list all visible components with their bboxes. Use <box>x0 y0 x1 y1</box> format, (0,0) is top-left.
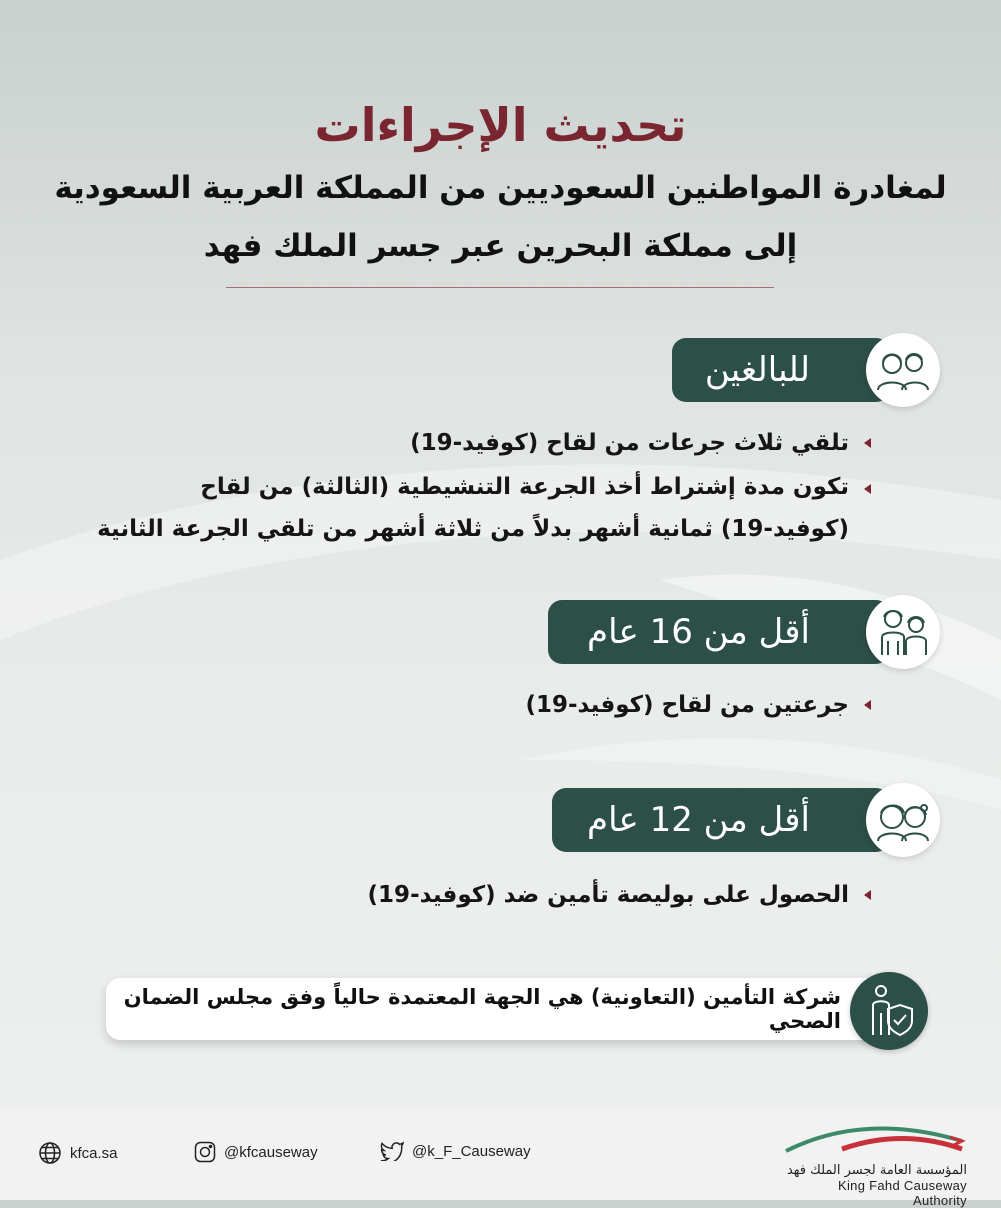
footer <box>0 1107 1001 1208</box>
insurance-note <box>106 978 896 1040</box>
logo-arabic-name: المؤسسة العامة لجسر الملك فهد <box>786 1163 967 1178</box>
instagram-link[interactable] <box>194 1141 318 1163</box>
twitter-icon <box>380 1141 404 1161</box>
section-heading-under-16 <box>548 600 890 664</box>
insurance-shield-icon <box>850 972 928 1050</box>
adults-requirements <box>91 420 871 550</box>
adults-icon <box>866 333 940 407</box>
page-title: تحديث الإجراءات <box>314 98 687 152</box>
section-heading-under-12 <box>552 788 890 852</box>
list-item: تكون مدة إشتراط أخذ الجرعة التنشيطية (الثالثة) من لقاح (كوفيد-19) ثمانية أشهر بدلاً من ثلاثة أشهر من تلقي الجرعة الثانية <box>91 466 871 550</box>
website-text: kfca.sa <box>70 1144 118 1162</box>
section-heading-label: أقل من 12 عام <box>587 800 810 840</box>
instagram-icon <box>194 1141 216 1163</box>
globe-icon <box>38 1141 62 1165</box>
list-item: الحصول على بوليصة تأمين ضد (كوفيد-19) <box>91 872 871 918</box>
website-link[interactable] <box>38 1141 118 1165</box>
insurance-note-text: شركة التأمين (التعاونية) هي الجهة المعتمدة حالياً وفق مجلس الضمان الصحي <box>123 985 841 1033</box>
instagram-handle: @kfcauseway <box>224 1143 318 1161</box>
subtitle-line-1: لمغادرة المواطنين السعوديين من المملكة العربية السعودية <box>54 170 947 206</box>
twitter-handle: @k_F_Causeway <box>412 1142 531 1160</box>
section-heading-label: للبالغين <box>704 350 810 390</box>
teens-icon <box>866 595 940 669</box>
kfca-logo <box>782 1125 967 1208</box>
subtitle-line-2: إلى مملكة البحرين عبر جسر الملك فهد <box>203 228 798 264</box>
under-16-requirements <box>91 682 871 728</box>
title-divider <box>226 287 774 288</box>
section-heading-adults <box>672 338 890 402</box>
twitter-link[interactable] <box>380 1141 531 1161</box>
under-12-requirements <box>91 872 871 918</box>
section-heading-label: أقل من 16 عام <box>587 612 810 652</box>
children-icon <box>866 783 940 857</box>
list-item: تلقي ثلاث جرعات من لقاح (كوفيد-19) <box>91 420 871 466</box>
causeway-logo-mark <box>782 1125 967 1157</box>
list-item: جرعتين من لقاح (كوفيد-19) <box>91 682 871 728</box>
logo-english-name: King Fahd Causeway Authority <box>838 1178 967 1208</box>
